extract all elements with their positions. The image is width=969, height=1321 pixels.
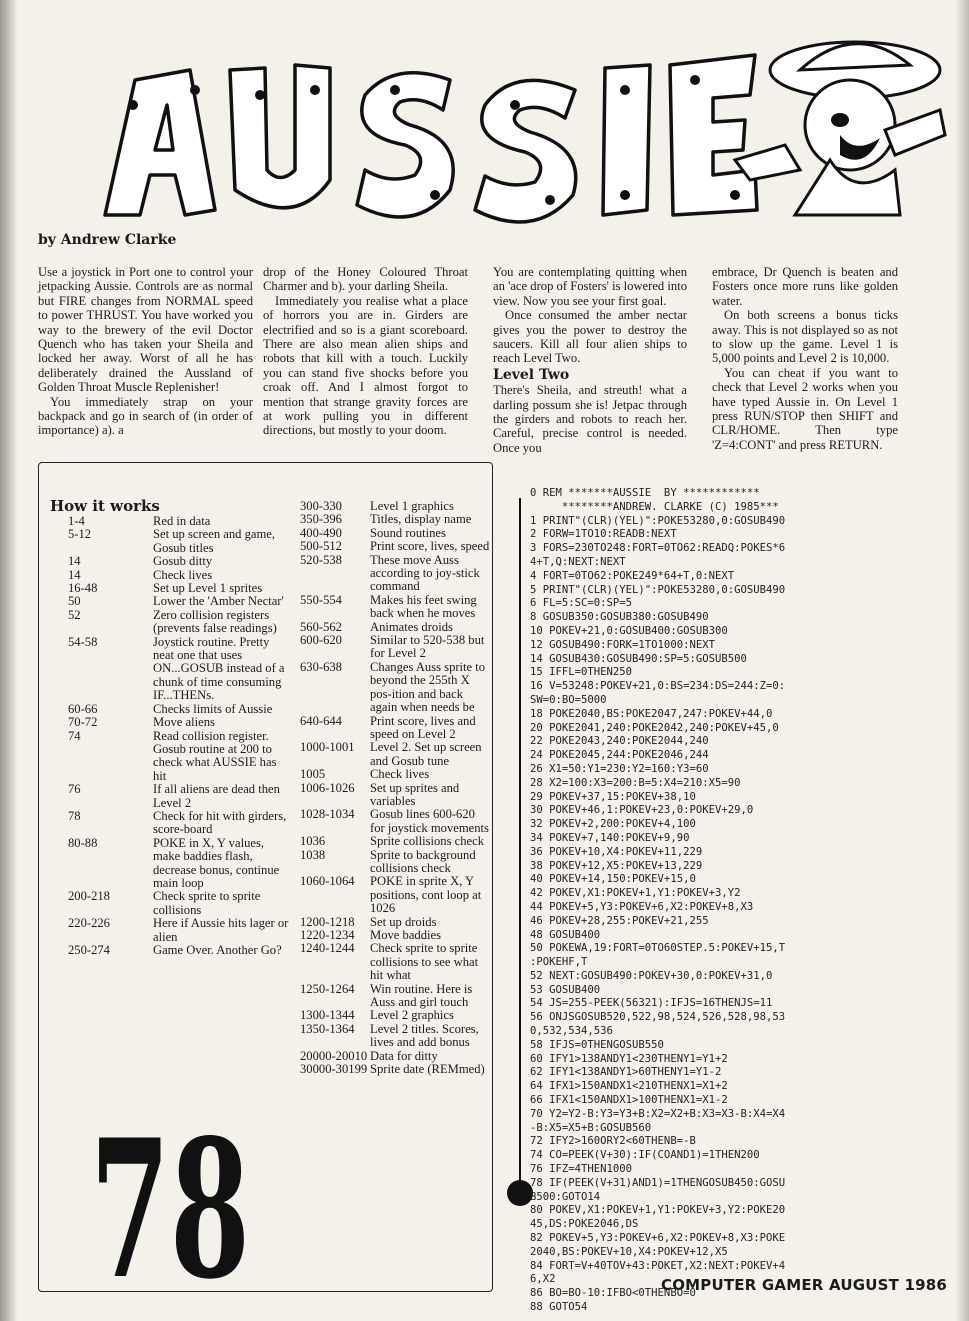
how-it-works-title: How it works bbox=[50, 497, 160, 515]
paragraph: drop of the Honey Coloured Throat Charmer and b). your darling Sheila. bbox=[263, 265, 468, 294]
line-range: 1036 bbox=[300, 834, 326, 849]
line-description: Similar to 520-538 but for Level 2 bbox=[370, 633, 485, 661]
how-it-works-row bbox=[68, 609, 290, 636]
code-line: 4+T,Q:NEXT:NEXT bbox=[530, 555, 626, 568]
line-description: Animates droids bbox=[370, 619, 453, 634]
line-description: Set up Level 1 sprites bbox=[153, 581, 263, 596]
line-description: POKE in sprite X, Y positions, cont loop at 1026 bbox=[370, 874, 482, 916]
line-range: 220-226 bbox=[68, 916, 110, 931]
line-description: Set up droids bbox=[370, 914, 437, 929]
line-description: Lower the 'Amber Nectar' bbox=[153, 594, 284, 609]
line-range: 1300-1344 bbox=[300, 1008, 355, 1023]
code-line: 24 POKE2045,244:POKE2046,244 bbox=[530, 749, 709, 762]
line-description: If all aliens are dead then Level 2 bbox=[153, 782, 280, 810]
line-range: 76 bbox=[68, 782, 81, 797]
code-line: :POKEHF,T bbox=[530, 956, 588, 969]
how-it-works-row bbox=[68, 555, 290, 568]
line-description: Print score, lives and speed on Level 2 bbox=[370, 713, 476, 741]
code-line: 80 POKEV,X1:POKEV+1,Y1:POKEV+3,Y2:POKE20 bbox=[530, 1204, 786, 1217]
line-description: Sprite to background collisions check bbox=[370, 847, 476, 875]
code-line: 30 POKEV+46,1:POKEV+23,0:POKEV+29,0 bbox=[530, 804, 754, 817]
how-it-works-row bbox=[300, 527, 490, 540]
code-line: 36 POKEV+10,X4:POKEV+11,229 bbox=[530, 845, 703, 858]
code-line: 70 Y2=Y2-B:Y3=Y3+B:X2=X2+B:X3=X3-B:X4=X4 bbox=[530, 1107, 786, 1120]
aussie-title-art bbox=[95, 10, 955, 230]
line-range: 1-4 bbox=[68, 514, 85, 528]
code-line: 86 BO=BO-10:IFBO<0THENBO=0 bbox=[530, 1287, 696, 1300]
paragraph: Once consumed the amber nectar gives you the power to destroy the saucers. Kill all four alien ships to reach Level Two. bbox=[493, 308, 687, 366]
line-range: 1060-1064 bbox=[300, 874, 355, 889]
article-column-1 bbox=[38, 265, 253, 438]
how-it-works-row bbox=[300, 540, 490, 553]
line-range: 520-538 bbox=[300, 552, 342, 567]
code-line: 44 POKEV+5,Y3:POKEV+6,X2:POKEV+8,X3 bbox=[530, 900, 754, 913]
code-line: 54 JS=255-PEEK(56321):IFJS=16THENJS=11 bbox=[530, 997, 773, 1010]
code-line: 1 PRINT"(CLR)(YEL)":POKE53280,0:GOSUB490 bbox=[530, 514, 786, 527]
code-line: 2 FORW=1TO10:READB:NEXT bbox=[530, 528, 677, 541]
code-line: 28 X2=100:X3=200:B=5:X4=210:X5=90 bbox=[530, 776, 741, 789]
line-range: 60-66 bbox=[68, 701, 98, 716]
code-line: 82 POKEV+5,Y3:POKEV+6,X2:POKEV+8,X3:POKE bbox=[530, 1232, 786, 1245]
line-description: Changes Auss sprite to beyond the 255th X pos-ition and back again when needs be bbox=[370, 659, 486, 715]
code-line: 62 IFY1<138ANDY1>60THENY1=Y1-2 bbox=[530, 1066, 722, 1079]
line-description: Level 1 graphics bbox=[370, 499, 454, 513]
how-it-works-row bbox=[68, 716, 290, 729]
code-line: 29 POKEV+37,15:POKEV+38,10 bbox=[530, 790, 696, 803]
line-description: Move aliens bbox=[153, 715, 215, 730]
code-line: ********ANDREW. CLARKE (C) 1985*** bbox=[530, 500, 779, 513]
line-range: 78 bbox=[68, 808, 81, 823]
line-range: 14 bbox=[68, 567, 81, 582]
line-description: Set up screen and game, Gosub titles bbox=[153, 527, 276, 555]
line-range: 1240-1244 bbox=[300, 941, 355, 956]
how-it-works-row bbox=[300, 983, 490, 1010]
how-it-works-row bbox=[300, 916, 490, 929]
line-description: Here if Aussie hits lager or alien bbox=[153, 916, 289, 944]
how-it-works-row bbox=[68, 890, 290, 917]
code-line: 48 GOSUB400 bbox=[530, 928, 601, 941]
line-range: 250-274 bbox=[68, 943, 110, 957]
line-range: 1005 bbox=[300, 767, 326, 782]
how-it-works-row bbox=[300, 554, 490, 594]
code-line: 78 IF(PEEK(V+31)AND1)=1THENGOSUB450:GOSU bbox=[530, 1176, 786, 1189]
code-line: 16 V=53248:POKEV+21,0:BS=234:DS=244:Z=0: bbox=[530, 680, 786, 693]
how-it-works-row bbox=[68, 837, 290, 891]
how-it-works-row bbox=[300, 1009, 490, 1022]
code-line: 56 ONJSGOSUB520,522,98,524,526,528,98,53 bbox=[530, 1011, 786, 1024]
pin-line bbox=[519, 498, 521, 1198]
line-range: 1350-1364 bbox=[300, 1021, 355, 1036]
how-it-works-row bbox=[300, 782, 490, 809]
line-range: 350-396 bbox=[300, 512, 342, 527]
line-range: 300-330 bbox=[300, 499, 342, 513]
how-it-works-row bbox=[68, 636, 290, 703]
paragraph: Use a joystick in Port one to control your jetpacking Aussie. Controls are as normal but FIRE changes from NORMAL speed to power THRUST. You have worked you way to the brewery of the evil Doctor Quench who has taken your Sheila and locked her away. Worst of all he has deliberately drained the Aussland of Golden Throat Muscle Replenisher! bbox=[38, 265, 253, 395]
code-line: 22 POKE2043,240:POKE2044,240 bbox=[530, 735, 709, 748]
code-line: 74 CO=PEEK(V+30):IF(COAND1)=1THEN200 bbox=[530, 1149, 760, 1162]
line-description: Check lives bbox=[153, 567, 213, 582]
line-range: 500-512 bbox=[300, 539, 342, 554]
how-it-works-row bbox=[300, 661, 490, 715]
code-line: 6,X2 bbox=[530, 1273, 556, 1286]
line-description: Level 2 titles. Scores, lives and add bonus bbox=[370, 1021, 479, 1050]
line-range: 16-48 bbox=[68, 581, 98, 596]
how-it-works-row bbox=[300, 849, 490, 876]
code-line: 46 POKEV+28,255:POKEV+21,255 bbox=[530, 914, 709, 927]
line-range: 74 bbox=[68, 728, 81, 743]
how-it-works-row bbox=[68, 703, 290, 716]
code-line: 10 POKEV+21,0:GOSUB400:GOSUB300 bbox=[530, 624, 728, 637]
code-line: 8 GOSUB350:GOSUB380:GOSUB490 bbox=[530, 611, 709, 624]
code-line: 66 IFX1<150ANDX1>100THENX1=X1-2 bbox=[530, 1094, 728, 1107]
how-it-works-row bbox=[300, 929, 490, 942]
line-range: 1038 bbox=[300, 847, 326, 862]
code-line: 3 FORS=230TO248:FORT=0TO62:READQ:POKES*6 bbox=[530, 542, 786, 555]
how-it-works-row bbox=[300, 768, 490, 781]
code-line: SW=0:BO=5000 bbox=[530, 693, 607, 706]
how-it-works-row bbox=[300, 875, 490, 915]
line-description: Set up sprites and variables bbox=[370, 780, 460, 808]
page-edge-shadow bbox=[955, 0, 969, 1321]
paragraph: On both screens a bonus ticks away. This is not displayed so as not to slow up the game. Level 1 is 5,000 points and Level 2 is 10,000. bbox=[712, 308, 898, 366]
line-description: Check for hit with girders, score-board bbox=[153, 808, 287, 837]
line-range: 1000-1001 bbox=[300, 740, 355, 755]
line-range: 1006-1026 bbox=[300, 780, 355, 795]
line-description: Joystick routine. Pretty neat one that uses ON...GOSUB instead of a chunk of time consuming IF...THENs. bbox=[153, 634, 285, 703]
line-description: Level 2. Set up screen and Gosub tune bbox=[370, 740, 482, 768]
code-line: 34 POKEV+7,140:POKEV+9,90 bbox=[530, 831, 690, 844]
line-range: 80-88 bbox=[68, 835, 98, 850]
line-range: 1220-1234 bbox=[300, 928, 355, 942]
how-it-works-right-table bbox=[300, 500, 490, 1076]
line-description: Read collision register. Gosub routine at 200 to check what AUSSIE has hit bbox=[153, 728, 277, 783]
line-range: 14 bbox=[68, 554, 81, 569]
line-range: 560-562 bbox=[300, 619, 342, 634]
line-description: Check lives bbox=[370, 767, 430, 782]
code-line: 53 GOSUB400 bbox=[530, 983, 601, 996]
paragraph: Immediately you realise what a place of horrors you are in. Girders are electrified and so is a giant scoreboard. There are also mean alien ships and robots that kill with a touch. Luckily you can stand five shocks before you croak off. And I almost forgot to mention that strange gravity forces are at work pulling you in different directions, but mostly to your doom. bbox=[263, 293, 468, 438]
how-it-works-row bbox=[300, 621, 490, 634]
how-it-works-row bbox=[300, 594, 490, 621]
line-range: 640-644 bbox=[300, 713, 342, 728]
code-line: -B:X5=X5+B:GOSUB560 bbox=[530, 1121, 652, 1134]
line-range: 54-58 bbox=[68, 634, 98, 649]
line-description: Gosub ditty bbox=[153, 554, 213, 569]
code-line: 76 IFZ=4THEN1000 bbox=[530, 1163, 633, 1176]
code-line: 32 POKEV+2,200:POKEV+4,100 bbox=[530, 818, 696, 831]
how-it-works-row bbox=[300, 942, 490, 982]
how-it-works-row bbox=[300, 835, 490, 848]
code-line: 2040,BS:POKEV+10,X4:POKEV+12,X5 bbox=[530, 1245, 728, 1258]
line-description: Gosub lines 600-620 for joystick movements bbox=[370, 807, 489, 835]
line-description: Print score, lives, speed bbox=[370, 539, 490, 554]
code-line: 0 REM *******AUSSIE BY ************ bbox=[530, 487, 760, 499]
line-description: Game Over. Another Go? bbox=[153, 943, 282, 957]
how-it-works-row bbox=[300, 1063, 490, 1076]
code-line: 52 NEXT:GOSUB490:POKEV+30,0:POKEV+31,0 bbox=[530, 969, 773, 982]
code-line: 64 IFX1>150ANDX1<210THENX1=X1+2 bbox=[530, 1080, 728, 1093]
how-it-works-row bbox=[68, 569, 290, 582]
how-it-works-row bbox=[68, 810, 290, 837]
line-range: 1200-1218 bbox=[300, 914, 355, 929]
basic-listing bbox=[530, 487, 950, 1315]
paragraph: There's Sheila, and streuth! what a darling possum she is! Jetpac through the girders and robots to reach her. Careful, precise control is needed. Once you bbox=[493, 383, 687, 455]
how-it-works-row bbox=[300, 1023, 490, 1050]
paragraph: You can cheat if you want to check that Level 2 works when you have typed Aussie in. On Level 1 press RUN/STOP then SHIFT and CLR/HOME. Then type 'Z=4:CONT' and press RETURN. bbox=[712, 365, 898, 452]
how-it-works-row bbox=[68, 730, 290, 784]
line-description: Sound routines bbox=[370, 525, 446, 540]
paragraph: You are contemplating quitting when an 'ace drop of Fosters' is lowered into view. Now you see your first goal. bbox=[493, 265, 687, 308]
line-range: 52 bbox=[68, 607, 81, 622]
how-it-works-row bbox=[68, 515, 290, 528]
how-it-works-row bbox=[300, 715, 490, 742]
line-range: 5-12 bbox=[68, 527, 92, 542]
line-description: Win routine. Here is Auss and girl touch bbox=[370, 981, 473, 1010]
section-heading: Level Two bbox=[493, 366, 570, 383]
code-line: 5 PRINT"(CLR)(YEL)":POKE53280,0:GOSUB490 bbox=[530, 583, 786, 596]
how-it-works-row bbox=[68, 595, 290, 608]
code-line: 45,DS:POKE2046,DS bbox=[530, 1218, 639, 1231]
line-range: 630-638 bbox=[300, 659, 342, 674]
code-line: 42 POKEV,X1:POKEV+1,Y1:POKEV+3,Y2 bbox=[530, 887, 741, 900]
line-range: 550-554 bbox=[300, 592, 342, 607]
how-it-works-left-table bbox=[68, 515, 290, 957]
how-it-works-row bbox=[300, 808, 490, 835]
line-description: Check sprite to sprite collisions bbox=[153, 889, 261, 917]
line-description: Sprite date (REMmed) bbox=[370, 1062, 485, 1077]
paragraph: embrace, Dr Quench is beaten and Fosters once more runs like golden water. bbox=[712, 265, 898, 308]
code-line: 14 GOSUB430:GOSUB490:SP=5:GOSUB500 bbox=[530, 652, 747, 665]
code-line: 72 IFY2>160ORY2<60THENB=-B bbox=[530, 1135, 696, 1148]
line-description: Red in data bbox=[153, 514, 211, 528]
line-description: Move baddies bbox=[370, 928, 441, 942]
code-line: 84 FORT=V+40TOV+43:POKET,X2:NEXT:POKEV+4 bbox=[530, 1259, 786, 1272]
code-line: 20 POKE2041,240:POKE2042,240:POKEV+45,0 bbox=[530, 721, 779, 734]
how-it-works-row bbox=[68, 917, 290, 944]
how-it-works-row bbox=[300, 1050, 490, 1063]
how-it-works-row bbox=[68, 528, 290, 555]
line-range: 600-620 bbox=[300, 633, 342, 648]
how-it-works-row bbox=[68, 944, 290, 957]
line-range: 1250-1264 bbox=[300, 981, 355, 996]
code-line: 50 POKEWA,19:FORT=0TO60STEP.5:POKEV+15,T bbox=[530, 942, 786, 955]
code-line: 40 POKEV+14,150:POKEV+15,0 bbox=[530, 873, 696, 886]
how-it-works-row bbox=[300, 500, 490, 513]
line-description: POKE in X, Y values, make baddies flash, decrease bonus, continue main loop bbox=[153, 835, 280, 890]
how-it-works-row bbox=[300, 513, 490, 526]
code-line: 58 IFJS=0THENGOSUB550 bbox=[530, 1038, 664, 1051]
line-description: Level 2 graphics bbox=[370, 1008, 454, 1023]
article-column-4 bbox=[712, 265, 898, 452]
code-line: 15 IFFL=0THEN250 bbox=[530, 666, 633, 679]
page-footer: COMPUTER GAMER AUGUST 1986 bbox=[661, 1276, 948, 1294]
code-line: 4 FORT=0TO62:POKE249*64+T,0:NEXT bbox=[530, 569, 735, 582]
page-number-78 bbox=[90, 1098, 250, 1321]
code-line: 6 FL=5:SC=0:SP=5 bbox=[530, 597, 633, 610]
line-range: 50 bbox=[68, 594, 81, 609]
line-range: 1028-1034 bbox=[300, 807, 355, 822]
how-it-works-row bbox=[68, 783, 290, 810]
how-it-works-row bbox=[68, 582, 290, 595]
line-description: Titles, display name bbox=[370, 512, 472, 527]
line-range: 400-490 bbox=[300, 525, 342, 540]
page-number-text: 78 bbox=[90, 1098, 250, 1321]
code-line: 26 X1=50:Y1=230:Y2=160:Y3=60 bbox=[530, 762, 709, 775]
how-it-works-row bbox=[300, 741, 490, 768]
code-line: 12 GOSUB490:FORK=1TO1000:NEXT bbox=[530, 638, 715, 651]
code-line: 88 GOTO54 bbox=[530, 1301, 588, 1314]
paragraph: You immediately strap on your backpack and go in search of (in order of importance) a). a bbox=[38, 394, 253, 438]
line-description: Checks limits of Aussie bbox=[153, 701, 273, 716]
line-description: Data for ditty bbox=[370, 1048, 438, 1063]
how-it-works-row bbox=[300, 634, 490, 661]
code-line: 0,532,534,536 bbox=[530, 1025, 613, 1038]
page-spine-shadow bbox=[0, 0, 18, 1321]
line-description: Makes his feet swing back when he moves bbox=[370, 592, 477, 621]
line-range: 20000-20010 bbox=[300, 1048, 368, 1063]
byline: by Andrew Clarke bbox=[38, 232, 177, 248]
code-line: 60 IFY1>138ANDY1<230THENY1=Y1+2 bbox=[530, 1052, 728, 1065]
line-range: 70-72 bbox=[68, 715, 98, 730]
line-description: Sprite collisions check bbox=[370, 834, 485, 849]
line-range: 200-218 bbox=[68, 889, 110, 904]
article-column-3 bbox=[493, 265, 687, 455]
line-description: These move Auss according to joy-stick command bbox=[370, 552, 480, 594]
code-line: 38 POKEV+12,X5:POKEV+13,229 bbox=[530, 859, 703, 872]
code-line: 18 POKE2040,BS:POKE2047,247:POKEV+44,0 bbox=[530, 707, 773, 720]
article-column-2 bbox=[263, 265, 468, 438]
code-line: B500:GOTO14 bbox=[530, 1190, 601, 1203]
line-description: Check sprite to sprite collisions to see what hit what bbox=[370, 941, 479, 983]
line-range: 30000-30199 bbox=[300, 1062, 368, 1077]
line-description: Zero collision registers (prevents false readings) bbox=[153, 607, 277, 636]
